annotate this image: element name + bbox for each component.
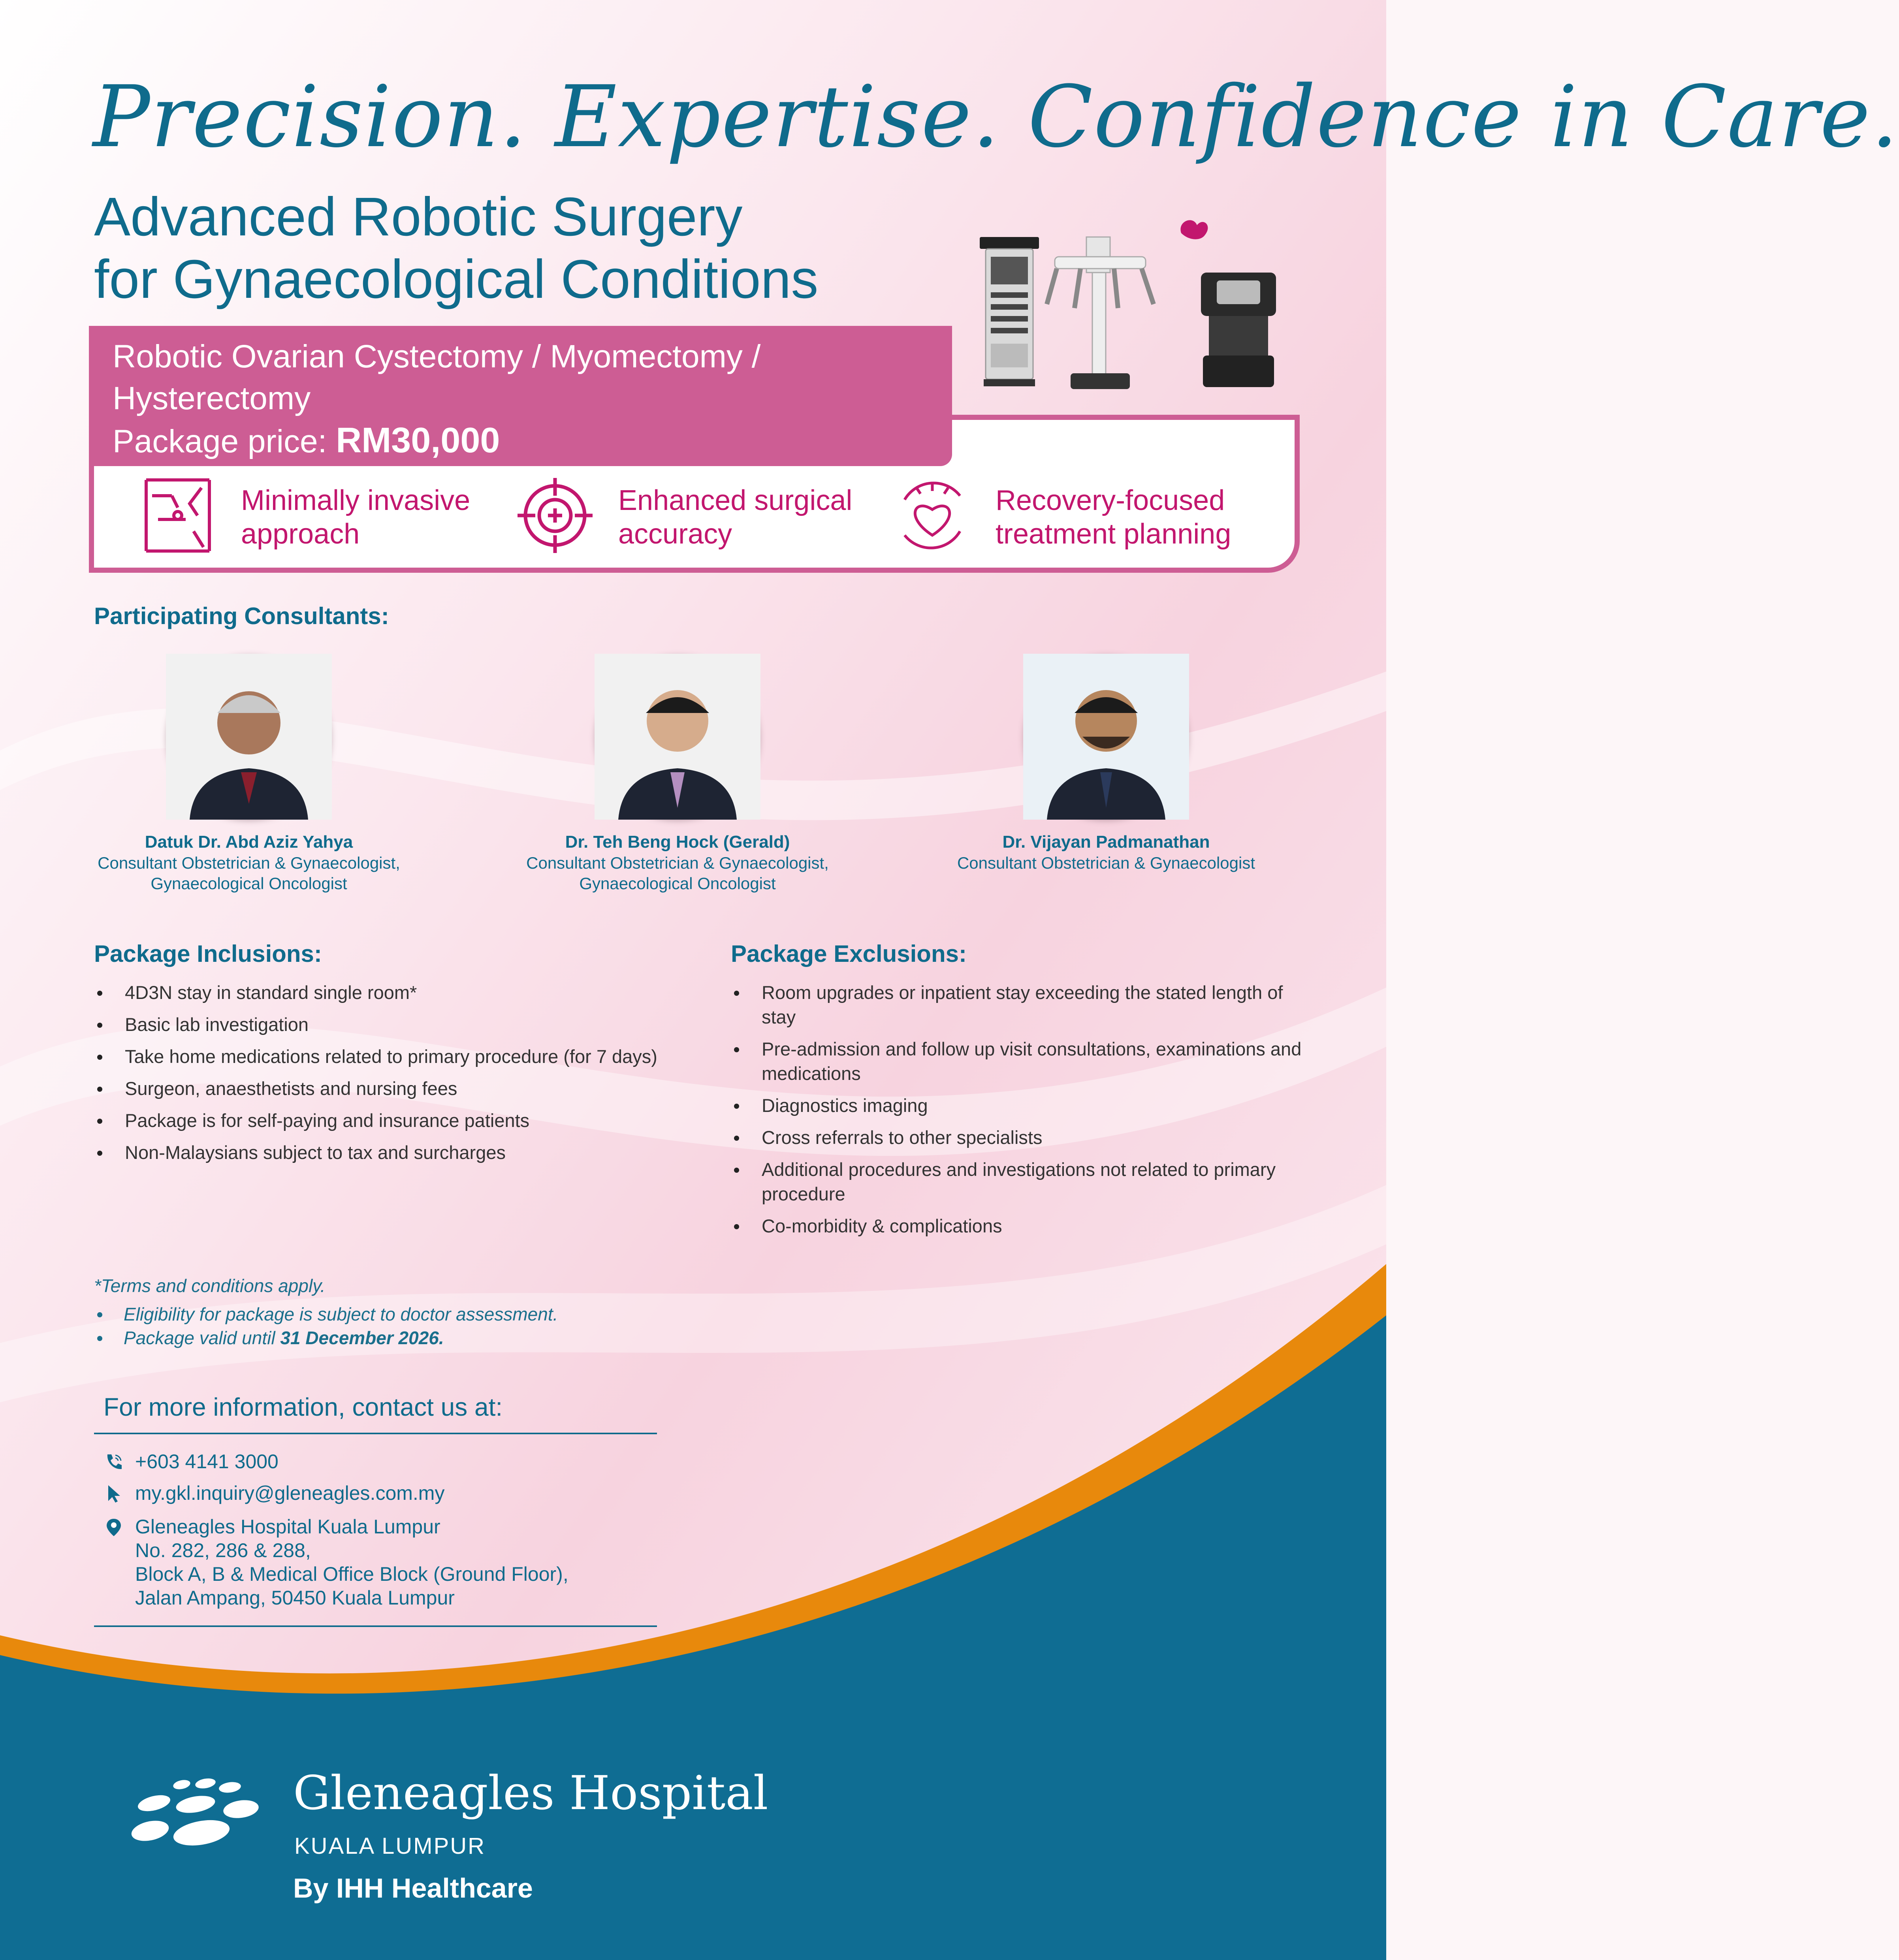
- price-label: Package price:: [113, 423, 336, 459]
- consultant-photo-1: [166, 654, 332, 820]
- divider: [94, 1625, 657, 1627]
- list-item: Non-Malaysians subject to tax and surcharges: [94, 1140, 726, 1165]
- target-crosshair-icon: [512, 472, 598, 559]
- divider: [94, 1433, 657, 1434]
- terms-eligibility: Eligibility for package is subject to doctor assessment.: [94, 1302, 687, 1326]
- list-item: Surgeon, anaesthetists and nursing fees: [94, 1076, 726, 1101]
- phone-number: +603 4141 3000: [135, 1450, 279, 1473]
- exclusions-heading: Package Exclusions:: [731, 940, 967, 967]
- title-line-2: for Gynaecological Conditions: [94, 249, 819, 310]
- minimally-invasive-icon: [134, 472, 221, 559]
- price-value: RM30,000: [336, 421, 500, 460]
- exclusions-list: [731, 980, 1319, 1246]
- cursor-icon: [104, 1484, 124, 1504]
- package-box: [89, 326, 952, 466]
- consultant-role: Gynaecological Oncologist: [579, 874, 776, 893]
- contact-address: [104, 1515, 568, 1610]
- consultants-heading: Participating Consultants:: [94, 603, 389, 629]
- consultant-name: Dr. Teh Beng Hock (Gerald): [565, 832, 790, 852]
- list-item: Additional procedures and investigations not related to primary procedure: [731, 1157, 1319, 1206]
- brand-parent: By IHH Healthcare: [293, 1873, 533, 1904]
- contact-phone: [104, 1450, 279, 1473]
- consultant-role: Gynaecological Oncologist: [151, 874, 347, 893]
- consultant-role: Consultant Obstetrician & Gynaecologist: [957, 854, 1255, 872]
- robotic-surgery-system-image: [972, 213, 1304, 415]
- consultant-role: Consultant Obstetrician & Gynaecologist,: [526, 854, 829, 872]
- inclusions-heading: Package Inclusions:: [94, 940, 322, 967]
- list-item: Cross referrals to other specialists: [731, 1125, 1319, 1150]
- consultant-name: Dr. Vijayan Padmanathan: [1002, 832, 1210, 852]
- consultant-photo-2: [595, 654, 760, 820]
- location-pin-icon: [104, 1517, 124, 1538]
- procedures-line-1: Robotic Ovarian Cystectomy / Myomectomy /: [113, 339, 761, 374]
- terms-note: *Terms and conditions apply.: [94, 1275, 326, 1296]
- list-item: Pre-admission and follow up visit consultations, examinations and medications: [731, 1037, 1319, 1086]
- list-item: Basic lab investigation: [94, 1012, 726, 1037]
- list-item: Take home medications related to primary procedure (for 7 days): [94, 1044, 726, 1069]
- list-item: Diagnostics imaging: [731, 1093, 1319, 1118]
- terms-validity: Package valid until 31 December 2026.: [94, 1326, 687, 1350]
- consultant-name: Datuk Dr. Abd Aziz Yahya: [145, 832, 353, 852]
- benefit-text: Enhanced surgical accuracy: [618, 485, 853, 550]
- consultant-1: [51, 831, 446, 894]
- consultant-role: Consultant Obstetrician & Gynaecologist,: [98, 854, 400, 872]
- contact-email: [104, 1481, 444, 1505]
- page-title: [94, 186, 818, 310]
- consultant-photo-3: [1023, 654, 1189, 820]
- email-address: my.gkl.inquiry@gleneagles.com.my: [135, 1482, 445, 1504]
- title-line-1: Advanced Robotic Surgery: [94, 186, 743, 247]
- brand-location: KUALA LUMPUR: [294, 1833, 486, 1859]
- contact-heading: For more information, contact us at:: [104, 1393, 503, 1421]
- brand-name: Gleneagles Hospital: [293, 1766, 768, 1820]
- list-item: Room upgrades or inpatient stay exceeding the stated length of stay: [731, 980, 1319, 1029]
- package-price: [113, 419, 952, 463]
- benefit-text: Recovery-focused treatment planning: [996, 485, 1231, 550]
- heart-recovery-icon: [889, 472, 976, 559]
- benefit-text: Minimally invasive approach: [241, 485, 471, 550]
- list-item: 4D3N stay in standard single room*: [94, 980, 726, 1005]
- list-item: Package is for self-paying and insurance patients: [94, 1108, 726, 1133]
- consultant-3: [909, 831, 1304, 873]
- consultant-2: [480, 831, 875, 894]
- procedures-line-2: Hysterectomy: [113, 380, 311, 416]
- inclusions-list: [94, 980, 726, 1172]
- list-item: Co-morbidity & complications: [731, 1214, 1319, 1238]
- phone-icon: [104, 1452, 124, 1473]
- terms-section: [94, 1274, 687, 1350]
- gleneagles-logo-mark: [122, 1774, 265, 1853]
- tagline: Precision. Expertise. Confidence in Care.: [93, 67, 1899, 166]
- frame-border: [950, 415, 1300, 420]
- address-text: Gleneagles Hospital Kuala Lumpur No. 282, 286 & 288, Block A, B & Medical Office Block (Ground Floor), Jalan Ampang, 50450 Kuala Lumpur: [135, 1516, 568, 1609]
